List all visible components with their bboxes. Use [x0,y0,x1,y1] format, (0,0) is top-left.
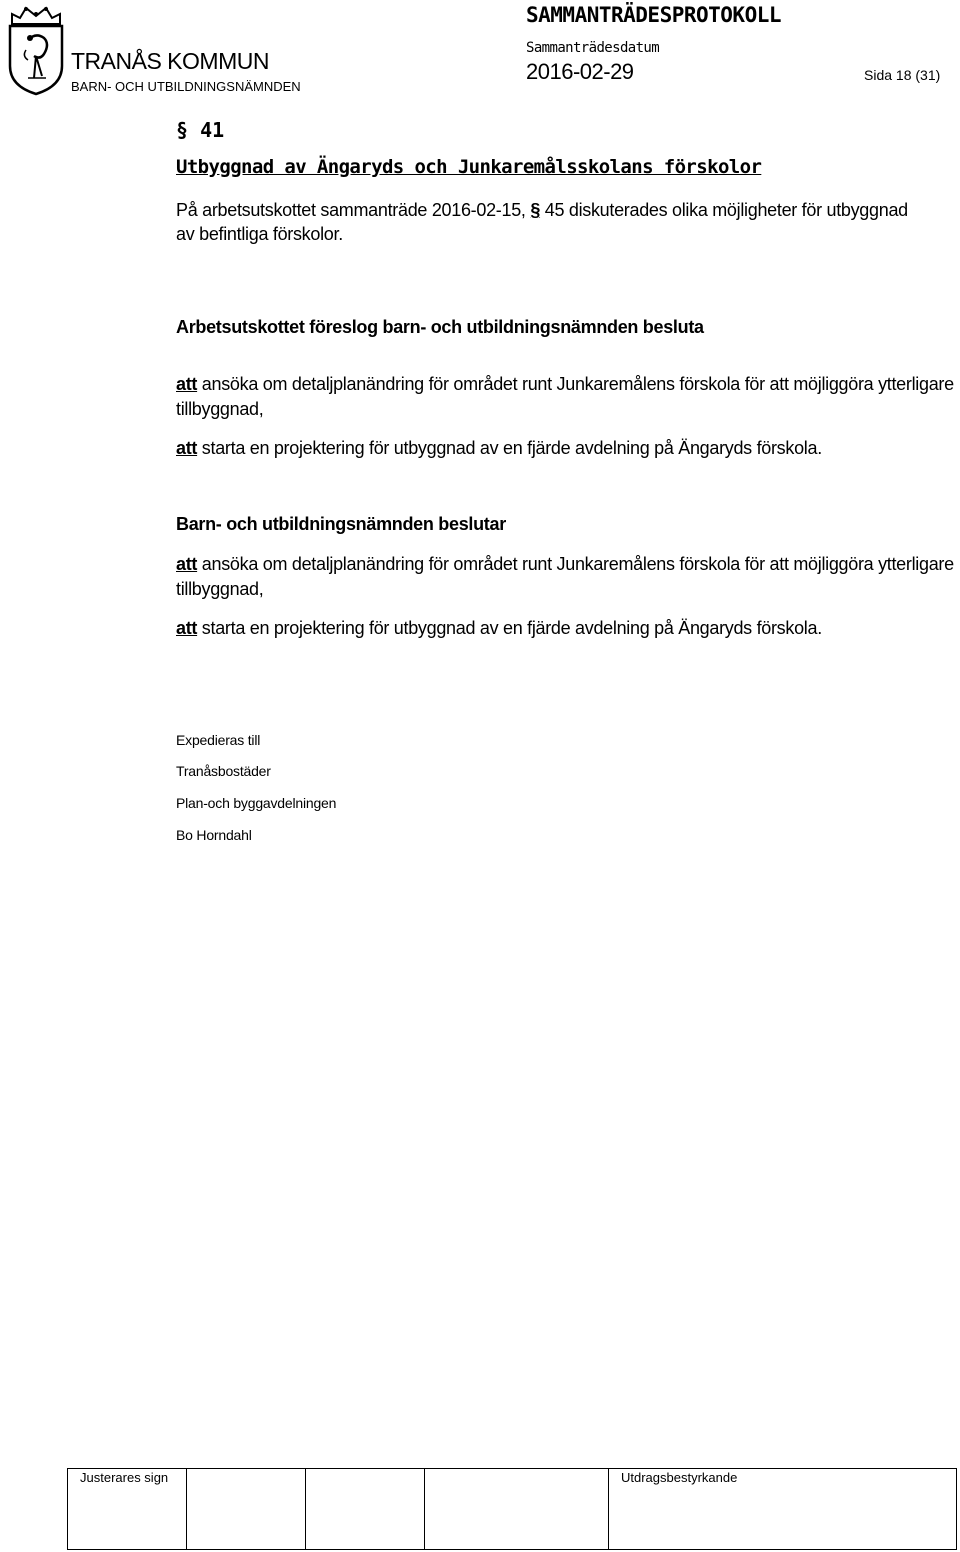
extract-certification-label: Utdragsbestyrkande [621,1470,738,1485]
att-keyword: att [176,438,198,458]
proposal-item-text: starta en projektering för utbyggnad av en fjärde avdelning på Ängaryds förskola. [197,438,822,458]
proposal-item [176,372,960,422]
organization-name: TRANÅS KOMMUN [71,48,269,74]
meeting-date-label: Sammanträdesdatum [526,40,660,56]
adjuster-sign-label: Justerares sign [80,1470,169,1485]
municipal-crest-icon [6,4,66,96]
adjuster-sign-cell [425,1469,609,1550]
decision-item-text: ansöka om detaljplanändring för området runt Junkaremålens förskola för att möjliggöra ytterligare tillbyggnad, [176,554,954,599]
dispatch-recipient: Plan-och byggavdelningen [176,795,337,811]
intro-text-after: 45 diskuterades olika möjligheter för utbyggnad av befintliga förskolor. [176,200,908,244]
att-keyword: att [176,618,198,638]
att-keyword: att [176,554,198,574]
intro-paragraph-ref: § [530,200,541,220]
organization-unit: BARN- OCH UTBILDNINGSNÄMNDEN [71,79,301,94]
document-title: SAMMANTRÄDESPROTOKOLL [526,3,782,27]
decision-item [176,616,960,641]
proposal-item [176,436,960,461]
paragraph-number: § 41 [176,118,225,142]
intro-text-before: På arbetsutskottet sammanträde 2016-02-15, [176,200,531,220]
att-keyword: att [176,374,198,394]
meeting-date-value: 2016-02-29 [526,59,634,84]
extract-certification-cell [609,1469,957,1550]
adjuster-sign-cell [187,1469,306,1550]
decision-item-text: starta en projektering för utbyggnad av en fjärde avdelning på Ängaryds förskola. [197,618,822,638]
section-intro [176,198,916,246]
adjuster-sign-cell [68,1469,187,1550]
section-title: Utbyggnad av Ängaryds och Junkaremålsskolans förskolor [176,156,762,178]
decision-heading: Barn- och utbildningsnämnden beslutar [176,514,506,534]
dispatch-recipient: Tranåsbostäder [176,763,271,779]
adjuster-sign-cell [306,1469,425,1550]
proposal-heading: Arbetsutskottet föreslog barn- och utbildningsnämnden besluta [176,317,704,337]
dispatch-label: Expedieras till [176,732,261,748]
signature-table [67,1468,957,1550]
dispatch-recipient: Bo Horndahl [176,827,252,843]
proposal-item-text: ansöka om detaljplanändring för området runt Junkaremålens förskola för att möjliggöra ytterligare tillbyggnad, [176,374,954,419]
page-number: Sida 18 (31) [864,67,941,83]
decision-item [176,552,960,602]
